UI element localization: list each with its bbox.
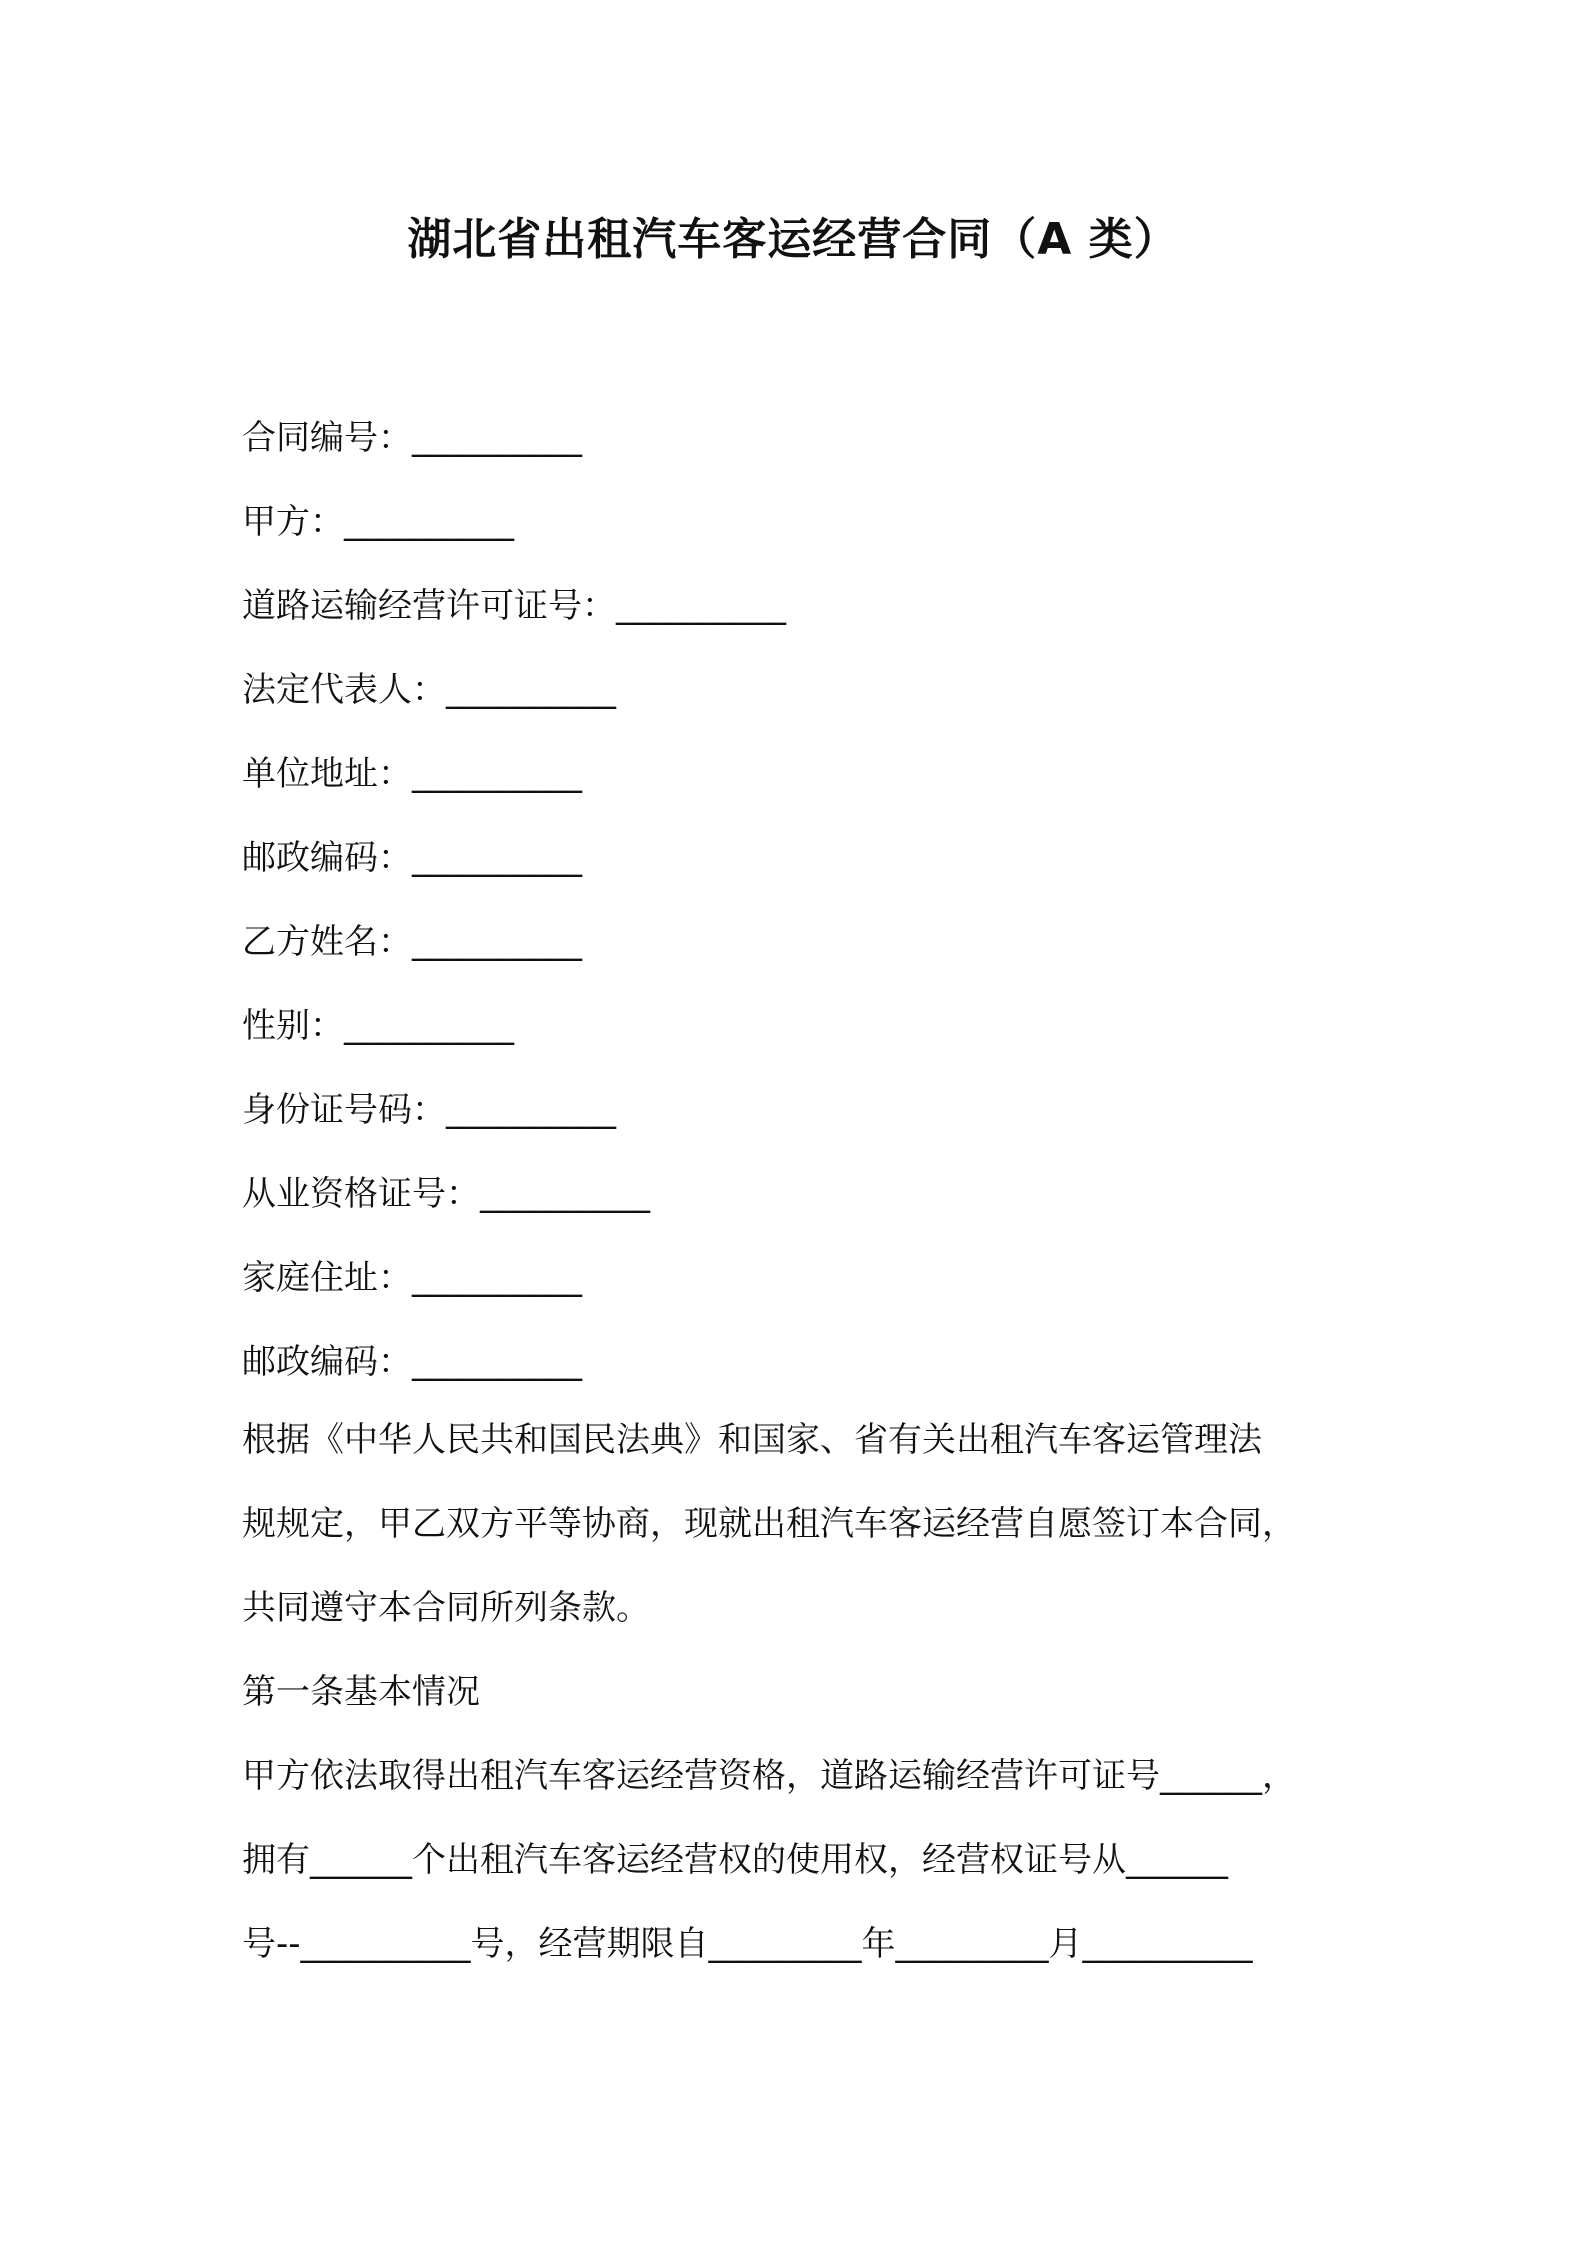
field-blank: __________ [412, 418, 582, 458]
document-title: 湖北省出租汽车客运经营合同（A 类） [407, 214, 1179, 265]
field-postal-code-a [242, 828, 1362, 912]
field-blank: __________ [412, 1258, 582, 1298]
field-party-a [242, 492, 1362, 576]
field-label: 道路运输经营许可证号： [242, 586, 616, 626]
party-info-fields [242, 408, 1362, 1416]
field-label: 性别： [242, 1006, 344, 1046]
field-party-b-name [242, 912, 1362, 996]
field-home-address [242, 1248, 1362, 1332]
field-label: 单位地址： [242, 754, 412, 794]
field-blank: __________ [446, 1090, 616, 1130]
contract-body [242, 1410, 1362, 1998]
field-company-address [242, 744, 1362, 828]
field-blank: __________ [412, 922, 582, 962]
field-blank: __________ [412, 1342, 582, 1382]
field-gender [242, 996, 1362, 1080]
article-line: 拥有______个出租汽车客运经营权的使用权，经营权证号从______ [242, 1840, 1228, 1880]
field-blank: __________ [412, 754, 582, 794]
preamble-line: 规规定，甲乙双方平等协商，现就出租汽车客运经营自愿签订本合同， [242, 1504, 1296, 1544]
preamble-line: 根据《中华人民共和国民法典》和国家、省有关出租汽车客运管理法 [242, 1420, 1262, 1460]
article-line: 号--__________号，经营期限自_________年_________月__________ [242, 1924, 1253, 1964]
field-qualification-certificate [242, 1164, 1362, 1248]
field-contract-number [242, 408, 1362, 492]
field-label: 从业资格证号： [242, 1174, 480, 1214]
preamble-line: 共同遵守本合同所列条款。 [242, 1588, 650, 1628]
field-label: 合同编号： [242, 418, 412, 458]
field-label: 法定代表人： [242, 670, 446, 710]
field-blank: __________ [344, 502, 514, 542]
field-blank: __________ [616, 586, 786, 626]
field-id-number [242, 1080, 1362, 1164]
field-label: 家庭住址： [242, 1258, 412, 1298]
field-label: 乙方姓名： [242, 922, 412, 962]
article-line: 甲方依法取得出租汽车客运经营资格，道路运输经营许可证号______， [242, 1756, 1296, 1796]
field-blank: __________ [412, 838, 582, 878]
article-heading: 第一条基本情况 [242, 1672, 480, 1712]
field-label: 身份证号码： [242, 1090, 446, 1130]
field-blank: __________ [480, 1174, 650, 1214]
field-label: 邮政编码： [242, 1342, 412, 1382]
field-postal-code-b [242, 1332, 1362, 1416]
field-blank: __________ [446, 670, 616, 710]
field-legal-representative [242, 660, 1362, 744]
field-label: 邮政编码： [242, 838, 412, 878]
field-label: 甲方： [242, 502, 344, 542]
field-transport-license-number [242, 576, 1362, 660]
field-blank: __________ [344, 1006, 514, 1046]
